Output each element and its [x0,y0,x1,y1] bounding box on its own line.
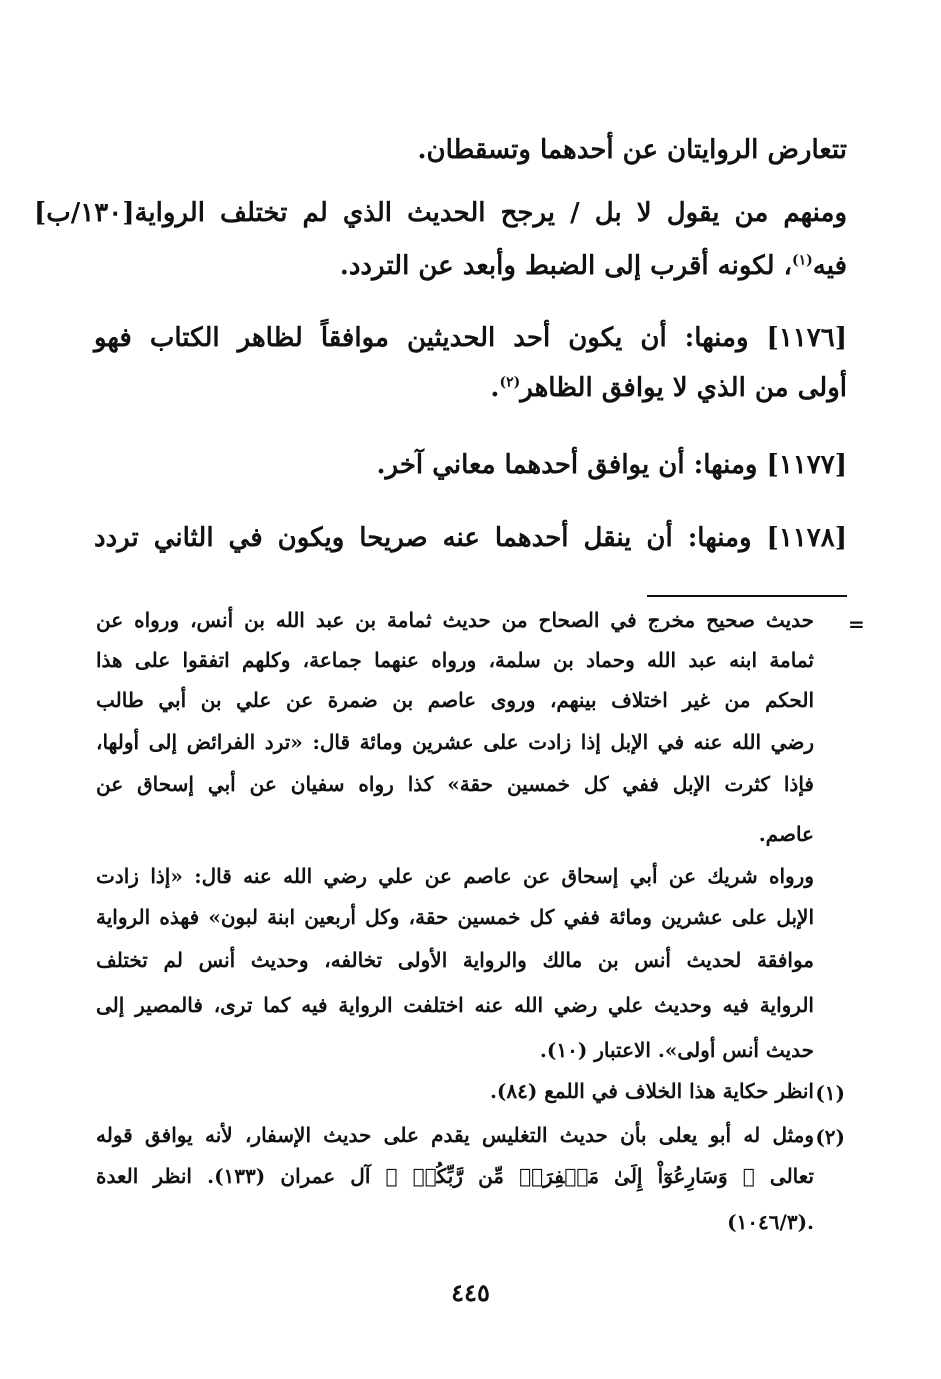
footnote-cont-line-11: حديث أنس أولى». الاعتبار (١٠). [539,1038,814,1062]
paragraph-1176-line-2-end: . [490,373,500,403]
footnote-cont-line-2: ثمامة ابنه عبد الله وحماد بن سلمة، ورواه عنهما جماعة، وكلهم اتفقوا على هذا [96,648,814,672]
paragraph-1176-line-1: [١١٧٦] ومنها: أن يكون أحد الحديثين موافقاً لظاهر الكتاب فهو [94,323,847,353]
footnote-cont-line-5: فإذا كثرت الإبل ففي كل خمسين حقة» كذا رواه سفيان عن أبي إسحاق عن [96,772,814,796]
body-line-1: تتعارض الروايتان عن أحدهما وتسقطان. [417,135,847,165]
footnote-1-number: (١) [815,1081,845,1105]
footnote-cont-line-4: رضي الله عنه في الإبل إذا زادت على عشرين ومائة قال: «ترد الفرائض إلى أولها، [96,730,814,754]
footnote-cont-line-1: حديث صحيح مخرج في الصحاح من حديث ثمامة بن عبد الله بن أنس، ورواه عن [96,608,814,632]
footnote-ref-1: (١) [792,252,813,269]
footnote-2-line-1: ومثل له أبو يعلى بأن حديث التغليس يقدم على حديث الإسفار، لأنه يوافق قوله [96,1123,814,1147]
footnote-2-line-2: تعالى ﴿ وَسَارِعُوٓاْ إِلَىٰ مَغۡفِرَةٖ مِّن رَّبِّكُمۡ ﴾ آل عمران (١٣٣). انظر العدة [96,1164,814,1188]
footnote-cont-line-6: عاصم. [758,822,814,846]
page-number: ٤٤٥ [451,1278,490,1307]
body-line-3-start: فيه [812,251,847,281]
paragraph-1176-line-2-text: أولى من الذي لا يوافق الظاهر [520,373,847,403]
paragraph-1176-line-2 [490,375,847,401]
footnote-separator [647,595,847,597]
footnote-ref-2: (٢) [499,374,521,391]
body-line-3-rest: ، لكونه أقرب إلى الضبط وأبعد عن التردد. [339,251,792,281]
footnote-cont-line-9: موافقة لحديث أنس بن مالك والرواية الأولى تخالفه، وحديث أنس لم تختلف [96,948,814,972]
footnote-2-line-3: (١٠٤٦/٣). [727,1210,814,1234]
footnote-cont-line-7: ورواه شريك عن أبي إسحاق عن عاصم عن علي رضي الله عنه قال: «إذا زادت [96,864,814,888]
footnote-cont-line-8: الإبل على عشرين ومائة ففي كل خمسين حقة، وكل أربعين ابنة لبون» فهذه الرواية [96,905,814,929]
body-line-2: ومنهم من يقول لا بل / يرجح الحديث الذي لم تختلف الرواية[١٣٠/ب] [34,198,847,228]
footnote-1-text: انظر حكاية هذا الخلاف في اللمع (٨٤). [489,1079,814,1103]
footnote-2-number: (٢) [815,1125,845,1149]
footnote-cont-line-10: الرواية فيه وحديث علي رضي الله عنه اختلفت الرواية فيه كما ترى، فالمصير إلى [96,993,814,1017]
paragraph-1178: [١١٧٨] ومنها: أن ينقل أحدهما عنه صريحا ويكون في الثاني تردد [94,523,847,553]
continuation-mark: = [848,612,865,636]
paragraph-1177: [١١٧٧] ومنها: أن يوافق أحدهما معاني آخر. [376,450,847,480]
footnote-cont-line-3: الحكم من غير اختلاف بينهم، وروى عاصم بن ضمرة عن علي بن أبي طالب [96,688,814,712]
body-line-3 [340,253,847,279]
